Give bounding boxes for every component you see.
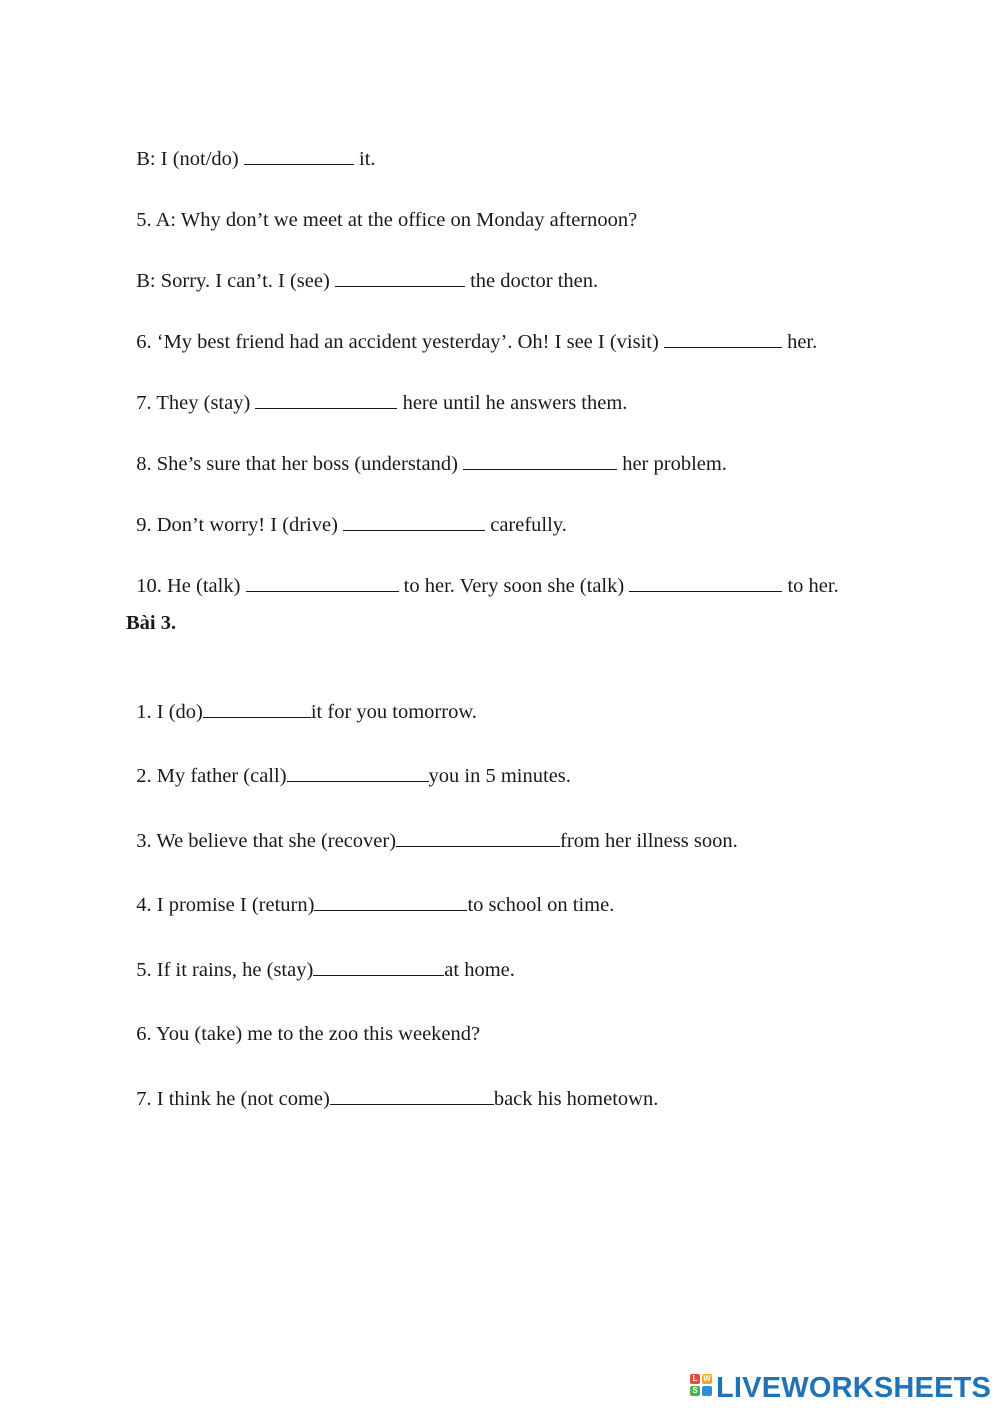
question-text: it for you tomorrow. (310, 701, 477, 723)
answer-blank[interactable] (330, 1087, 494, 1105)
logo-cube: W (703, 1374, 711, 1383)
exercise-line (126, 489, 567, 537)
exercise-line (126, 184, 637, 232)
question-text: 6. You (take) me to the zoo this weekend? (136, 1023, 481, 1045)
question-text: 2. My father (call) (136, 765, 287, 787)
liveworksheets-logo (690, 1372, 991, 1404)
exercise-line (126, 428, 727, 476)
answer-blank[interactable] (246, 574, 399, 592)
answer-blank[interactable] (314, 893, 467, 911)
question-text: 6. ‘My best friend had an accident yesterday’. Oh! I see I (visit) (136, 331, 664, 353)
question-text: back his hometown. (493, 1088, 659, 1110)
logo-cubes-icon (690, 1374, 714, 1402)
exercise-line (126, 123, 376, 171)
exercise-line (126, 676, 477, 724)
question-text: the doctor then. (464, 270, 599, 292)
answer-blank[interactable] (335, 269, 465, 287)
exercise-line (126, 1063, 658, 1111)
exercise-line (126, 550, 839, 598)
exercise-line (126, 740, 571, 788)
answer-blank[interactable] (313, 958, 444, 976)
exercise-line (126, 998, 480, 1046)
question-text: 5. If it rains, he (stay) (136, 959, 314, 981)
exercise-line (126, 367, 627, 415)
question-text: carefully. (485, 514, 567, 536)
question-text: B: I (not/do) (136, 148, 244, 170)
exercise-line (126, 306, 817, 354)
logo-cube: S (690, 1386, 700, 1396)
question-text: it. (353, 148, 376, 170)
question-text: 9. Don’t worry! I (drive) (136, 514, 344, 536)
question-text: at home. (444, 959, 515, 981)
answer-blank[interactable] (255, 391, 397, 409)
answer-blank[interactable] (629, 574, 782, 592)
question-text: B: Sorry. I can’t. I (see) (136, 270, 335, 292)
question-text: 7. They (stay) (136, 392, 256, 414)
question-text: to her. Very soon she (talk) (398, 575, 630, 597)
exercise-line (126, 805, 738, 853)
question-text: her problem. (617, 453, 727, 475)
exercise-line (126, 934, 515, 982)
question-text: from her illness soon. (560, 830, 738, 852)
answer-blank[interactable] (203, 700, 311, 718)
question-text: her. (781, 331, 818, 353)
answer-blank[interactable] (287, 764, 429, 782)
question-text: 7. I think he (not come) (136, 1088, 330, 1110)
logo-cube (702, 1386, 712, 1396)
question-text: 4. I promise I (return) (136, 894, 315, 916)
question-text: to her. (782, 575, 839, 597)
question-text: 3. We believe that she (recover) (136, 830, 397, 852)
exercise-line (126, 245, 598, 293)
question-text: you in 5 minutes. (428, 765, 571, 787)
answer-blank[interactable] (463, 452, 617, 470)
question-text: 5. A: Why don’t we meet at the office on Monday afternoon? (136, 209, 638, 231)
answer-blank[interactable] (664, 330, 782, 348)
section-heading: Bài 3. (126, 612, 177, 634)
question-text: 1. I (do) (136, 701, 203, 723)
question-text: 10. He (talk) (136, 575, 246, 597)
question-text: to school on time. (467, 894, 615, 916)
logo-cube: L (690, 1374, 700, 1384)
question-text: here until he answers them. (397, 392, 628, 414)
exercise-line (126, 869, 614, 917)
answer-blank[interactable] (343, 513, 485, 531)
question-text: 8. She’s sure that her boss (understand) (136, 453, 464, 475)
answer-blank[interactable] (396, 829, 560, 847)
answer-blank[interactable] (244, 147, 354, 165)
logo-text: LIVEWORKSHEETS (716, 1371, 992, 1404)
